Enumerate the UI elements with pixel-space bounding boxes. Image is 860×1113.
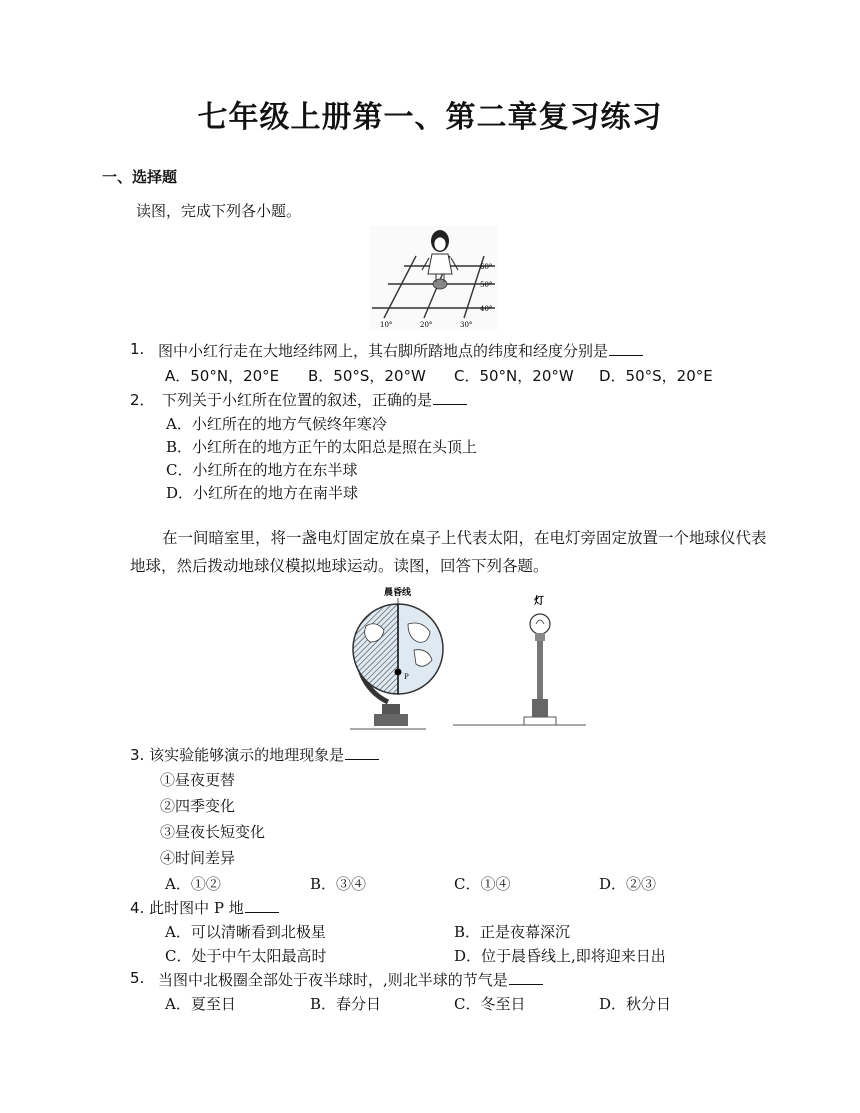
q3-option-d[interactable]: D．②③ bbox=[599, 875, 657, 893]
q5-option-b[interactable]: B．春分日 bbox=[310, 995, 382, 1013]
q2-option-a[interactable]: A．小红所在的地方气候终年寒冷 bbox=[166, 415, 387, 433]
q2-number: 2． bbox=[130, 391, 155, 409]
answer-blank[interactable] bbox=[609, 341, 643, 356]
lon-label-30: 30° bbox=[460, 321, 473, 329]
q3-option-a[interactable]: A．①② bbox=[165, 875, 221, 893]
p-label: P bbox=[404, 673, 409, 681]
q1-number: 1. bbox=[130, 340, 145, 358]
intro-text-1: 读图，完成下列各小题。 bbox=[136, 202, 302, 220]
q3-item-3: ③昼夜长短变化 bbox=[160, 823, 266, 841]
lat-label-60: 60° bbox=[480, 263, 493, 271]
q2-option-b[interactable]: B．小红所在的地方正午的太阳总是照在头顶上 bbox=[166, 438, 478, 456]
answer-blank[interactable] bbox=[245, 898, 279, 913]
q5-stem: 当图中北极圈全部处于夜半球时，,则北半球的节气是 bbox=[158, 969, 543, 990]
q3-item-4: ④时间差异 bbox=[160, 849, 236, 867]
lat-label-40: 40° bbox=[480, 305, 493, 313]
q3-option-b[interactable]: B．③④ bbox=[310, 875, 367, 893]
q4-option-a[interactable]: A．可以清晰看到北极星 bbox=[165, 923, 326, 941]
lon-label-10: 10° bbox=[380, 321, 393, 329]
section-heading: 一、选择题 bbox=[102, 168, 178, 186]
page-title: 七年级上册第一、第二章复习练习 bbox=[197, 100, 663, 135]
q1-option-d[interactable]: D．50°S，20°E bbox=[599, 367, 713, 385]
q4-option-b[interactable]: B．正是夜幕深沉 bbox=[454, 923, 571, 941]
q5-option-a[interactable]: A．夏至日 bbox=[165, 995, 236, 1013]
intro-text-2: 在一间暗室里，将一盏电灯固定放在桌子上代表太阳，在电灯旁固定放置一个地球仪代表地球，然后拨动地球仪模拟地球运动。读图，回答下列各题。 bbox=[130, 529, 767, 575]
q3-item-1: ①昼夜更替 bbox=[160, 771, 236, 789]
q5-number: 5. bbox=[130, 969, 145, 987]
q1-option-c[interactable]: C．50°N，20°W bbox=[454, 367, 574, 385]
q2-option-c[interactable]: C．小红所在的地方在东半球 bbox=[166, 461, 358, 479]
answer-blank[interactable] bbox=[345, 745, 379, 760]
graticule-figure bbox=[370, 226, 498, 330]
q3-stem: 3. 该实验能够演示的地理现象是 bbox=[130, 744, 379, 765]
q1-option-a[interactable]: A．50°N，20°E bbox=[165, 367, 280, 385]
q1-option-b[interactable]: B．50°S，20°W bbox=[308, 367, 426, 385]
q4-stem: 4. 此时图中 P 地 bbox=[130, 897, 279, 918]
q3-option-c[interactable]: C．①④ bbox=[454, 875, 511, 893]
point-p bbox=[395, 669, 402, 676]
q2-option-d[interactable]: D．小红所在的地方在南半球 bbox=[166, 484, 359, 502]
globe-lamp-figure bbox=[338, 584, 588, 734]
q1-stem: 图中小红行走在大地经纬网上，其右脚所踏地点的纬度和经度分别是 bbox=[158, 340, 643, 361]
answer-blank[interactable] bbox=[433, 390, 467, 405]
terminator-label: 晨昏线 bbox=[384, 588, 412, 598]
q5-option-d[interactable]: D．秋分日 bbox=[599, 995, 672, 1013]
q3-item-2: ②四季变化 bbox=[160, 797, 236, 815]
answer-blank[interactable] bbox=[509, 970, 543, 985]
q5-option-c[interactable]: C．冬至日 bbox=[454, 995, 526, 1013]
q2-stem: 下列关于小红所在位置的叙述，正确的是 bbox=[162, 389, 467, 410]
q4-option-d[interactable]: D．位于晨昏线上,即将迎来日出 bbox=[454, 947, 666, 965]
lat-label-50: 50° bbox=[480, 281, 493, 289]
q4-option-c[interactable]: C．处于中午太阳最高时 bbox=[165, 947, 327, 965]
lamp-label: 灯 bbox=[534, 596, 544, 607]
lamp bbox=[524, 614, 556, 725]
lon-label-20: 20° bbox=[420, 321, 433, 329]
night-side bbox=[353, 604, 398, 694]
